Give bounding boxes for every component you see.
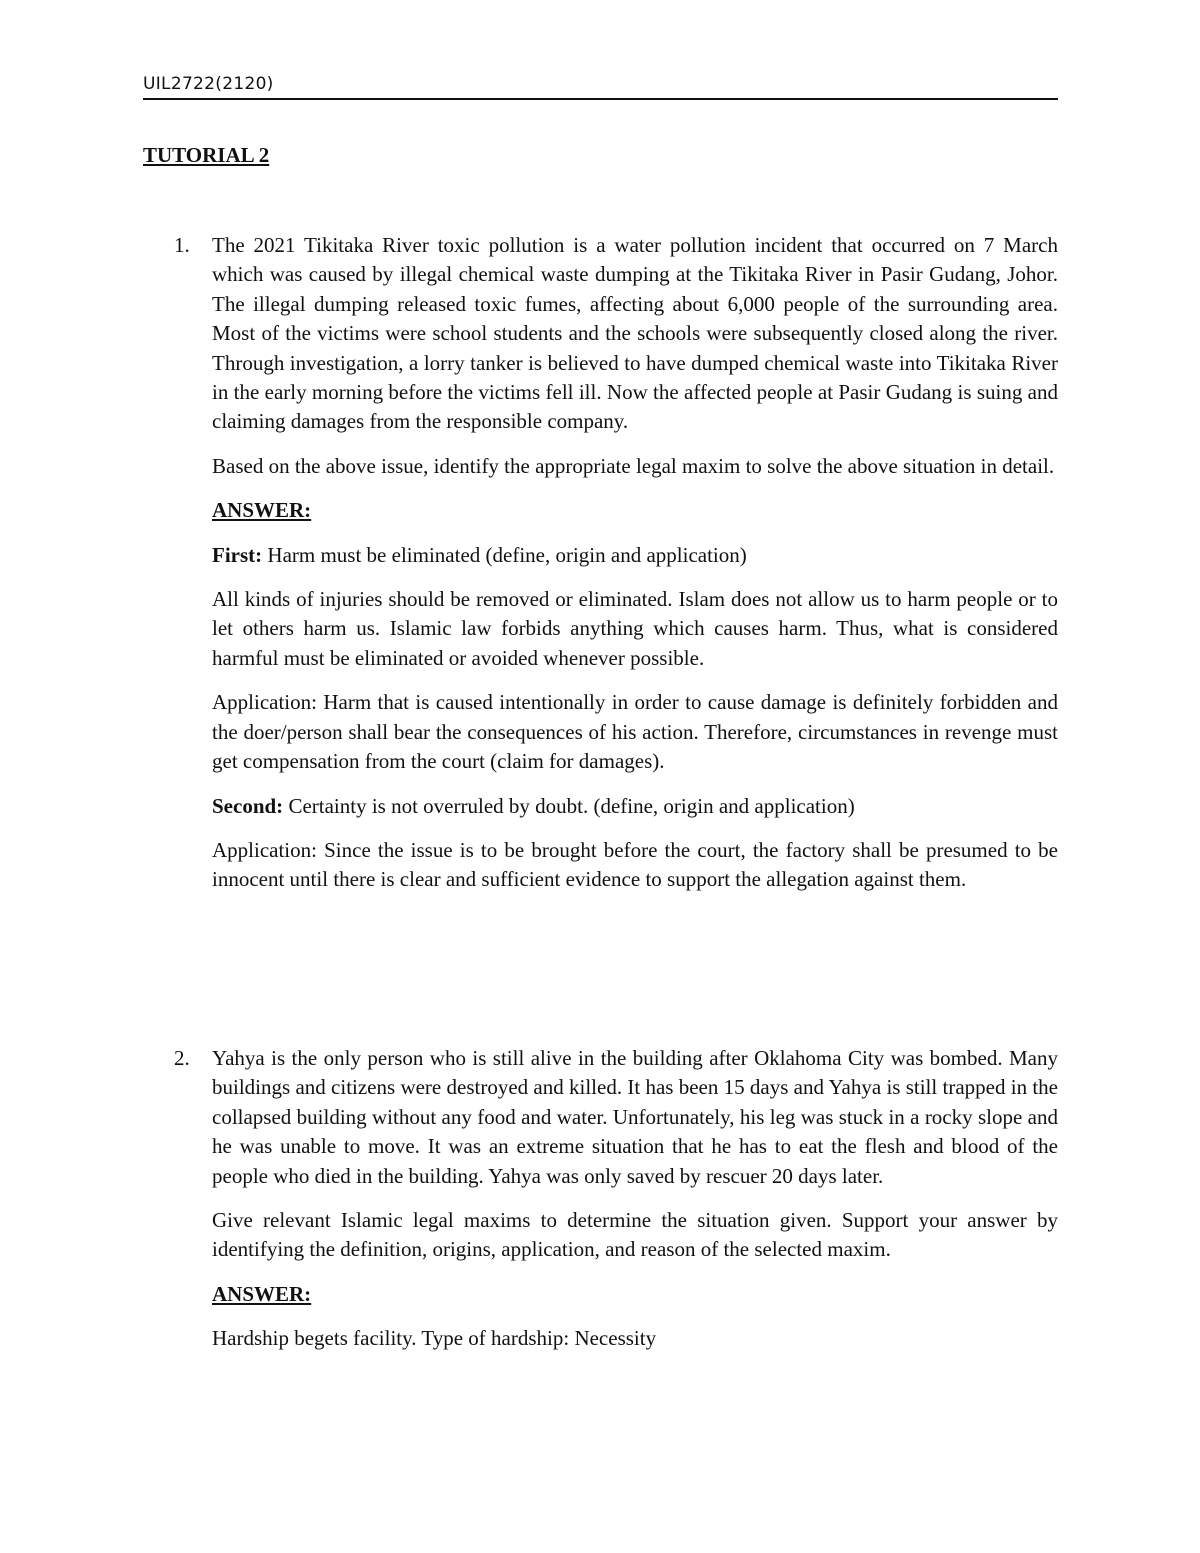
page-title: TUTORIAL 2 (143, 143, 270, 167)
answer-text: Hardship begets facility. Type of hardship: Necessity (212, 1326, 657, 1351)
question-number: 2. (174, 1046, 190, 1070)
question-text: The 2021 Tikitaka River toxic pollution is a water pollution incident that occurred on 7 March which was caused by illegal chemical waste dumping at the Tikitaka River in Pasir Gudang, Johor. The illegal dumping released toxic fumes, affecting about 6,000 people of the surrounding area. Most of the victims were school students and the schools were subsequently closed along the river. Through investigation, a lorry tanker is believed to have dumped chemical waste into Tikitaka River in the early morning before the victims fell ill. Now the affected people at Pasir Gudang is suing and claiming damages from the responsible company. (212, 233, 1058, 434)
first-label: First: (212, 542, 263, 567)
first-application: Application: Harm that is caused intentionally in order to cause damage is definitely forbidden and the doer/person shall bear the consequences of his action. Therefore, circumstances in revenge must get compensation from the court (claim for damages). (212, 690, 1058, 774)
question-task: Based on the above issue, identify the appropriate legal maxim to solve the above situation in detail. (212, 453, 1055, 478)
question-number: 1. (174, 233, 190, 257)
question-1 (174, 231, 1058, 910)
first-maxim: Harm must be eliminated (define, origin and application) (262, 542, 747, 567)
second-label: Second: (212, 793, 284, 818)
answer-first (212, 541, 1058, 570)
question-text: Yahya is the only person who is still alive in the building after Oklahoma City was bombed. Many buildings and citizens were destroyed and killed. It has been 15 days and Yahya is still trapped in the collapsed building without any food and water. Unfortunately, his leg was stuck in a rocky slope and he was unable to move. It was an extreme situation that he has to eat the flesh and blood of the people who died in the building. Yahya was only saved by rescuer 20 days later. (212, 1046, 1058, 1188)
header-divider (143, 98, 1058, 100)
question-task: Give relevant Islamic legal maxims to determine the situation given. Support your answer by identifying the definition, origins, application, and reason of the selected maxim. (212, 1208, 1058, 1262)
second-application: Application: Since the issue is to be brought before the court, the factory shall be presumed to be innocent until there is clear and sufficient evidence to support the allegation against them. (212, 837, 1058, 892)
answer-heading: ANSWER: (212, 1281, 312, 1306)
answer-second (212, 792, 1058, 821)
second-maxim: Certainty is not overruled by doubt. (define, origin and application) (283, 793, 855, 818)
answer-heading: ANSWER: (212, 498, 312, 523)
course-code-header: UIL2722(2120) (143, 74, 274, 94)
question-2 (174, 1044, 1058, 1369)
first-explanation: All kinds of injuries should be removed or eliminated. Islam does not allow us to harm people or to let others harm us. Islamic law forbids anything which causes harm. Thus, what is considered harmful must be eliminated or avoided whenever possible. (212, 587, 1058, 670)
